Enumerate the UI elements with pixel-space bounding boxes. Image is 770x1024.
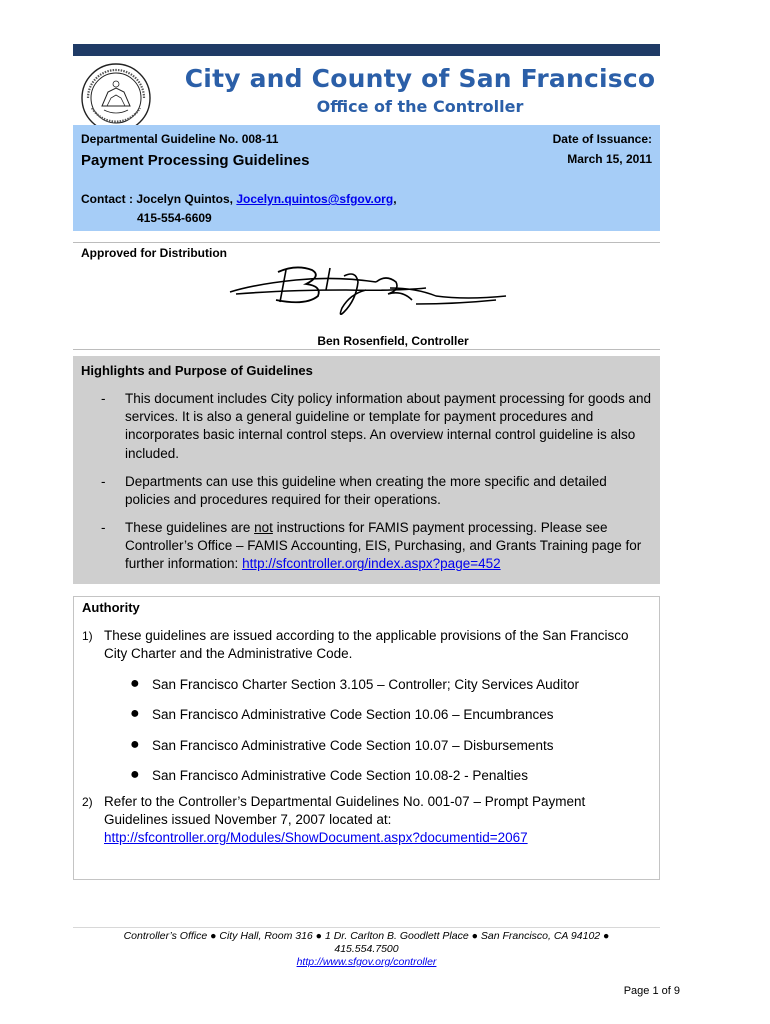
dash-marker: -	[101, 520, 106, 535]
bullet-text: San Francisco Administrative Code Section 10.06 – Encumbrances	[152, 707, 554, 722]
highlight-item	[101, 473, 655, 509]
footer-website-link[interactable]: http://www.sfgov.org/controller	[296, 956, 437, 968]
bullet-item	[130, 675, 579, 692]
page-footer	[73, 930, 660, 969]
bullet-item	[130, 766, 528, 783]
bullet-text: San Francisco Administrative Code Section 10.07 – Disbursements	[152, 738, 554, 753]
city-seal-icon	[80, 62, 152, 134]
authority-heading: Authority	[82, 600, 140, 615]
item-number: 2)	[82, 795, 93, 809]
bullet-icon: ●	[130, 766, 140, 783]
authority-text: These guidelines are issued according to the applicable provisions of the San Francisco City Charter and the Administrative Code.	[104, 628, 629, 662]
highlight-item	[101, 390, 655, 463]
divider	[73, 349, 660, 350]
dash-marker: -	[101, 474, 106, 489]
highlight-emphasis: not	[254, 520, 273, 535]
contact-email-link[interactable]: Jocelyn.quintos@sfgov.org	[236, 192, 394, 206]
footer-divider	[73, 927, 660, 928]
document-title: Payment Processing Guidelines	[81, 152, 310, 169]
guideline-info-box	[73, 125, 660, 231]
signature-image	[226, 260, 516, 322]
bullet-icon: ●	[130, 736, 140, 753]
footer-phone: 415.554.7500	[334, 943, 399, 955]
page-title: City and County of San Francisco	[184, 64, 656, 93]
highlights-heading: Highlights and Purpose of Guidelines	[81, 363, 313, 378]
contact-suffix: ,	[393, 192, 397, 206]
date-value: March 15, 2011	[567, 152, 652, 166]
highlight-text: Departments can use this guideline when creating the more specific and detailed policies and procedures required for their operations.	[125, 474, 607, 508]
approval-label: Approved for Distribution	[81, 246, 227, 260]
page-subtitle: Office of the Controller	[316, 97, 524, 116]
page-number: Page 1 of 9	[623, 985, 680, 997]
bullet-text: San Francisco Charter Section 3.105 – Controller; City Services Auditor	[152, 677, 579, 692]
contact-prefix: Contact : Jocelyn Quintos,	[81, 192, 237, 206]
header-bar	[73, 44, 660, 56]
highlight-text: This document includes City policy information about payment processing for goods and services. It is also a general guideline or template for payment procedures and incorporates basic internal control steps. An overview internal control guideline is also included.	[125, 391, 652, 461]
dash-marker: -	[101, 391, 106, 406]
divider	[73, 242, 660, 243]
highlight-text: instructions for FAMIS payment processing. Please see Controller’s Office – FAMIS Accounting, EIS, Purchasing, and Grants Training page for further information:	[125, 520, 642, 572]
bullet-text: San Francisco Administrative Code Section 10.08-2 - Penalties	[152, 768, 528, 783]
authority-box	[73, 596, 660, 880]
signer-name: Ben Rosenfield, Controller	[317, 334, 469, 348]
training-page-link[interactable]: http://sfcontroller.org/index.aspx?page=452	[242, 556, 501, 572]
date-label: Date of Issuance:	[552, 132, 652, 146]
highlight-item	[101, 519, 655, 574]
footer-address: Controller’s Office ● City Hall, Room 316 ● 1 Dr. Carlton B. Goodlett Place ● San Francisco, CA 94102 ●	[123, 930, 610, 942]
highlights-box	[73, 356, 660, 584]
bullet-item	[130, 736, 554, 753]
authority-item	[82, 627, 649, 663]
contact-line	[81, 192, 397, 206]
guideline-number: Departmental Guideline No. 008-11	[81, 132, 279, 146]
item-number: 1)	[82, 629, 93, 643]
bullet-icon: ●	[130, 705, 140, 722]
contact-phone: 415-554-6609	[137, 211, 212, 225]
highlight-text: These guidelines are	[125, 520, 255, 535]
authority-item	[82, 793, 649, 848]
authority-text: Refer to the Controller’s Departmental Guidelines No. 001-07 – Prompt Payment Guidelines issued November 7, 2007 located at:	[104, 794, 586, 828]
bullet-item	[130, 705, 554, 722]
prompt-payment-link[interactable]: http://sfcontroller.org/Modules/ShowDocument.aspx?documentid=2067	[104, 830, 528, 846]
bullet-icon: ●	[130, 675, 140, 692]
